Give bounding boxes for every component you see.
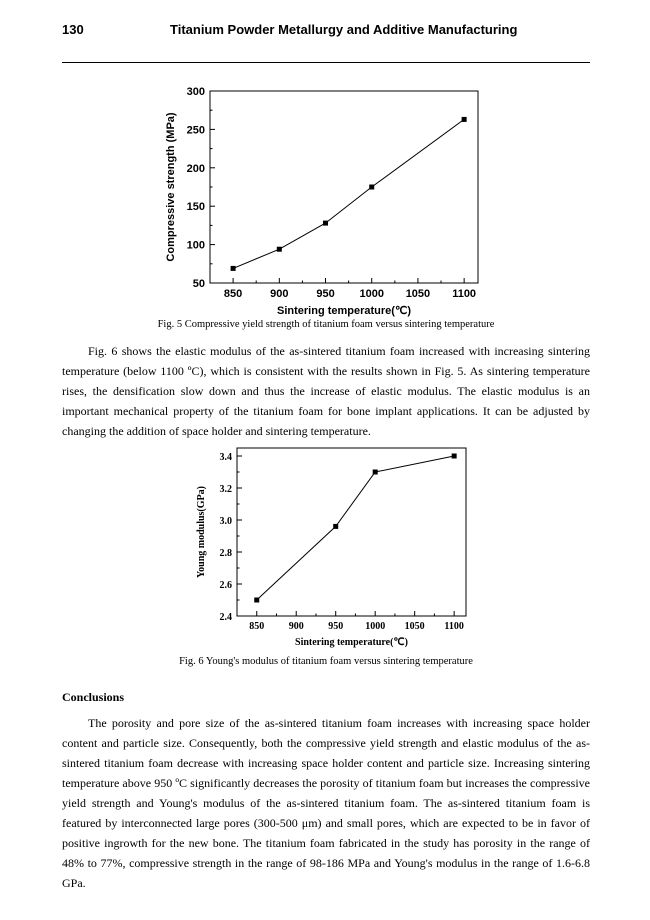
y-tick-label: 3.2	[219, 484, 232, 495]
series-line	[257, 456, 455, 600]
y-tick-label: 300	[186, 86, 205, 98]
plot-frame	[237, 448, 466, 616]
plot-frame	[210, 91, 478, 283]
x-axis-label: Sintering temperature(℃)	[295, 637, 408, 648]
x-tick-label: 1000	[359, 288, 384, 300]
x-axis-label: Sintering temperature(℃)	[277, 305, 411, 317]
y-tick-label: 2.8	[219, 548, 232, 559]
y-tick-label: 2.4	[219, 612, 232, 623]
page-number: 130	[62, 22, 84, 37]
y-tick-label: 100	[186, 239, 205, 252]
paragraph-conclusions: The porosity and pore size of the as-sintered titanium foam increases with increasing space holder content and particle size. Consequently, both the compressive yield strength and elastic modulus of the as-sintered titanium foam decrease with increasing space holder content and particle size. Increasing sintering temperature above 950 ºC significantly decreases the porosity of titanium foam but increases the compressive yield strength and Young's modulus of the as-sintered titanium foam. The as-sintered titanium foam is featured by interconnected large pores (300-500 μm) and small pores, which are expected to be in favor of positive ingrowth for the new bone. The titanium foam fabricated in the study has porosity in the range of 48% to 77%, compressive strength in the range of 98-186 MPa and Young's modulus in the range of 1.6-6.8 GPa.	[62, 716, 590, 890]
data-point	[452, 454, 457, 459]
y-tick-label: 2.6	[219, 580, 232, 591]
fig5-caption: Fig. 5 Compressive yield strength of titanium foam versus sintering temperature	[157, 319, 495, 330]
x-tick-label: 900	[288, 621, 304, 632]
data-point	[462, 117, 467, 122]
data-point	[323, 221, 328, 226]
data-point	[373, 470, 378, 475]
x-tick-label: 1000	[365, 621, 386, 632]
fig6-caption: Fig. 6 Young's modulus of titanium foam versus sintering temperature	[179, 656, 473, 667]
data-point	[231, 266, 236, 271]
x-tick-label: 1050	[405, 288, 431, 300]
conclusions-heading: Conclusions	[62, 690, 125, 704]
y-axis-label: Young modulus(GPa)	[196, 486, 207, 578]
y-tick-label: 50	[192, 278, 205, 290]
y-tick-label: 200	[186, 162, 205, 175]
x-tick-label: 950	[328, 621, 344, 632]
data-point	[277, 247, 282, 252]
x-tick-label: 950	[316, 288, 335, 300]
x-tick-label: 900	[270, 288, 289, 300]
y-tick-label: 3.4	[219, 452, 232, 463]
data-point	[369, 185, 374, 190]
paragraph-elastic-modulus: Fig. 6 shows the elastic modulus of the as-sintered titanium foam increased with increasing sintering temperature (below 1100 ºC), which is consistent with the results shown in Fig. 5. As sintering temperature rises, the densification slow down and thus the increase of elastic modulus. The elastic modulus is an important mechanical property of the titanium foam for bone implant applications. It can be adjusted by changing the addition of space holder and sintering temperature.	[62, 344, 590, 438]
y-tick-label: 150	[186, 201, 205, 214]
x-tick-label: 1100	[444, 621, 464, 632]
x-tick-label: 1050	[404, 621, 425, 632]
x-tick-label: 1100	[452, 288, 477, 300]
running-title: Titanium Powder Metallurgy and Additive Manufacturing	[170, 22, 518, 37]
y-tick-label: 250	[186, 124, 205, 137]
x-tick-label: 850	[249, 621, 265, 632]
y-axis-label: Compressive strength (MPa)	[165, 112, 177, 262]
x-tick-label: 850	[223, 288, 243, 300]
data-point	[333, 524, 338, 529]
series-line	[233, 119, 464, 268]
y-tick-label: 3.0	[219, 516, 232, 527]
header-rule	[62, 62, 590, 63]
data-point	[254, 598, 259, 603]
